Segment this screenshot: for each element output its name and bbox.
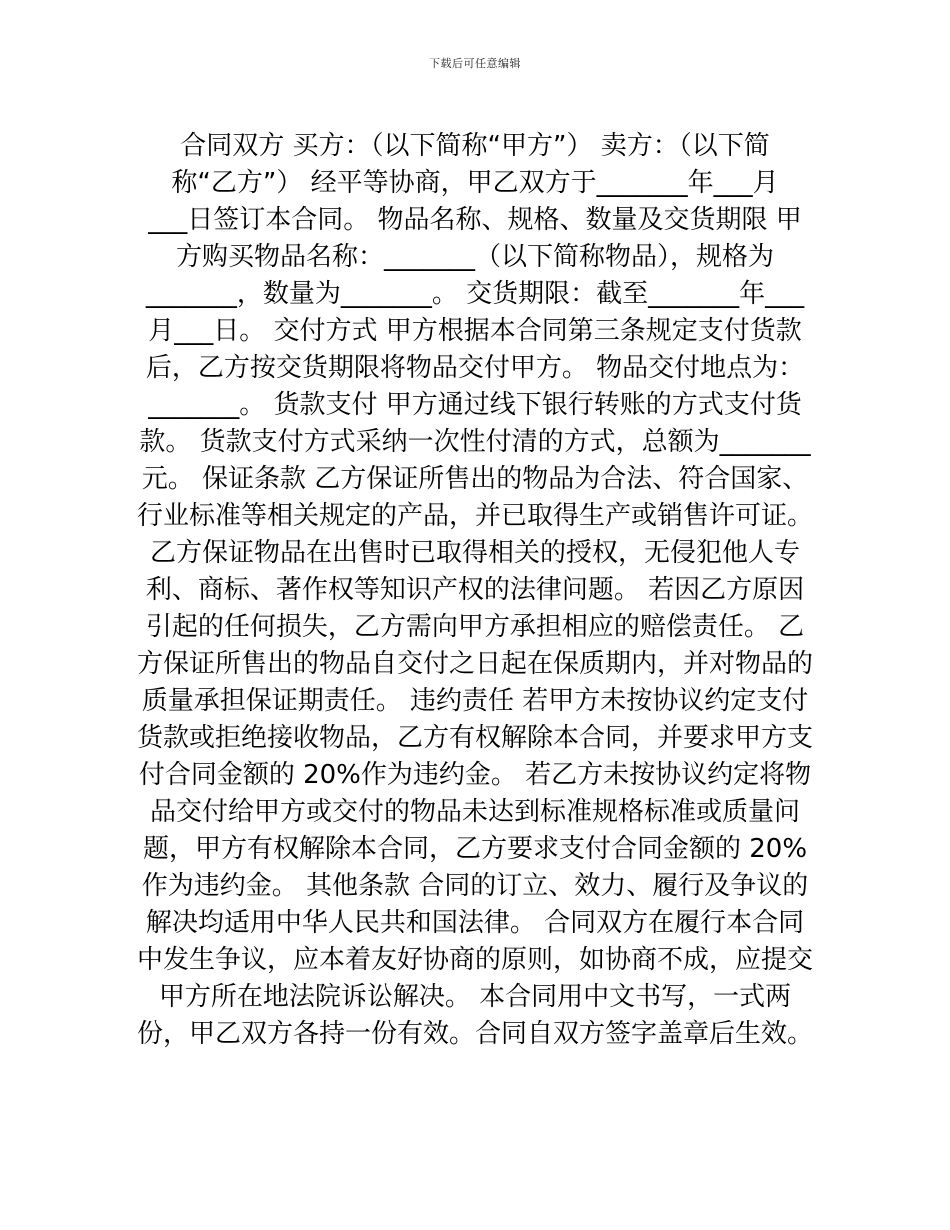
- contract-line-9: 款。 货款支付方式采纳一次性付清的方式，总额为_______: [139, 427, 811, 457]
- contract-line-4: 方购买物品名称：_______（以下简称物品），规格为: [175, 242, 774, 272]
- contract-line-11: 行业标准等相关规定的产品，并已取得生产或销售许可证。: [136, 501, 813, 531]
- contract-line-20: 题，甲方有权解除本合同，乙方要求支付合同金额的 20%: [142, 834, 808, 864]
- contract-line-18: 付合同金额的 20%作为违约金。 若乙方未按协议约定将物: [138, 760, 812, 790]
- contract-line-19: 品交付给甲方或交付的物品未达到标准规格标准或质量问: [149, 797, 800, 827]
- page-header: 下载后可任意编辑: [429, 57, 521, 70]
- contract-line-17: 货款或拒绝接收物品，乙方有权解除本合同，并要求甲方支: [136, 723, 813, 753]
- contract-line-12: 乙方保证物品在出售时已取得相关的授权，无侵犯他人专: [149, 538, 800, 568]
- contract-line-15: 方保证所售出的物品自交付之日起在保质期内，并对物品的: [136, 649, 813, 679]
- contract-line-14: 引起的任何损失，乙方需向甲方承担相应的赔偿责任。 乙: [145, 612, 805, 642]
- contract-line-13: 利、商标、著作权等知识产权的法律问题。 若因乙方原因: [145, 575, 805, 605]
- contract-line-24: 甲方所在地法院诉讼解决。 本合同用中文书写，一式两: [158, 982, 792, 1012]
- contract-line-2: 称“乙方”） 经平等协商，甲乙双方于_______年___月: [171, 168, 779, 198]
- contract-line-21: 作为违约金。 其他条款 合同的订立、效力、履行及争议的: [141, 871, 809, 901]
- contract-line-3: ___日签订本合同。 物品名称、规格、数量及交货期限 甲: [148, 205, 802, 235]
- contract-line-1: 合同双方 买方：（以下简称“甲方”） 卖方：（以下简: [180, 131, 770, 161]
- contract-line-10: 元。 保证条款 乙方保证所售出的物品为合法、符合国家、: [141, 464, 809, 494]
- contract-body: [111, 128, 839, 1053]
- contract-line-25: 份，甲乙双方各持一份有效。合同自双方签字盖章后生效。: [136, 1019, 813, 1049]
- contract-line-22: 解决均适用中华人民共和国法律。 合同双方在履行本合同: [145, 908, 805, 938]
- contract-line-16: 质量承担保证期责任。 违约责任 若甲方未按协议约定支付: [141, 686, 809, 716]
- contract-line-7: 后，乙方按交货期限将物品交付甲方。 物品交付地点为：: [145, 353, 805, 383]
- contract-line-5: _______，数量为_______。 交货期限：截至_______年___: [145, 279, 805, 309]
- contract-line-6: 月___日。 交付方式 甲方根据本合同第三条规定支付货款: [148, 316, 802, 346]
- contract-line-23: 中发生争议，应本着友好协商的原则，如协商不成，应提交: [136, 945, 813, 975]
- contract-line-8: _______。 货款支付 甲方通过线下银行转账的方式支付货: [148, 390, 802, 420]
